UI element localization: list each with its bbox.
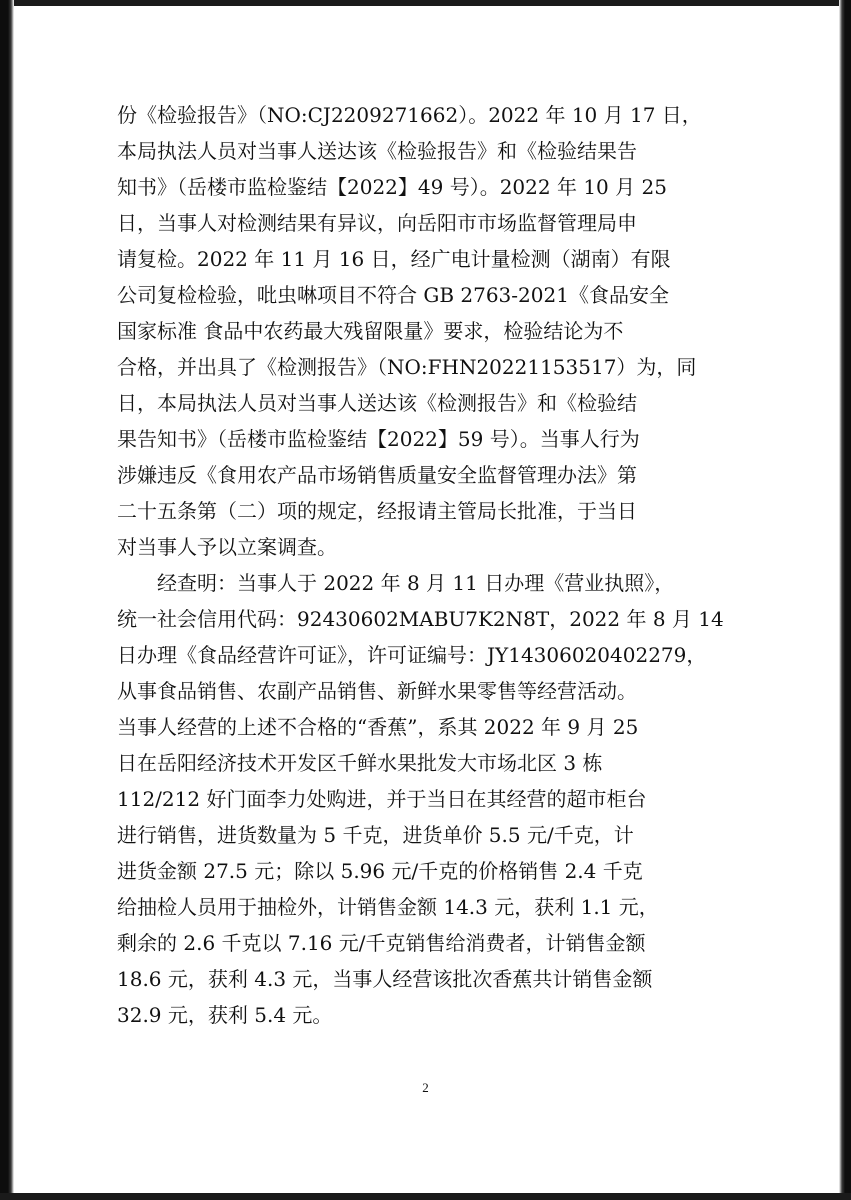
text-line: 本局执法人员对当事人送达该《检验报告》和《检验结果告	[117, 139, 637, 163]
text-line: 统一社会信用代码：92430602MABU7K2N8T，2022 年 8 月 14	[117, 607, 724, 631]
text-line: 给抽检人员用于抽检外，计销售金额 14.3 元，获利 1.1 元，	[117, 895, 659, 919]
text-line: 份《检验报告》（NO:CJ2209271662）。2022 年 10 月 17 日，	[117, 103, 702, 127]
text-line: 公司复检检验，吡虫啉项目不符合 GB 2763-2021《食品安全	[117, 283, 669, 307]
body-text	[117, 97, 724, 1033]
text-line: 日在岳阳经济技术开发区千鲜水果批发大市场北区 3 栋	[117, 751, 603, 775]
text-line: 合格，并出具了《检测报告》（NO:FHN20221153517）为，同	[117, 355, 697, 379]
text-line: 日，本局执法人员对当事人送达该《检测报告》和《检验结	[117, 391, 637, 415]
text-line: 涉嫌违反《食用农产品市场销售质量安全监督管理办法》第	[117, 463, 637, 487]
text-line: 112/212 好门面李力处购进，并于当日在其经营的超市柜台	[117, 787, 647, 811]
text-line: 进行销售，进货数量为 5 千克，进货单价 5.5 元/千克，计	[117, 823, 634, 847]
text-line: 18.6 元，获利 4.3 元，当事人经营该批次香蕉共计销售金额	[117, 967, 653, 991]
text-line: 二十五条第（二）项的规定，经报请主管局长批准，于当日	[117, 499, 637, 523]
text-line: 知书》（岳楼市监检鉴结【2022】49 号）。2022 年 10 月 25	[117, 175, 667, 199]
text-line: 剩余的 2.6 千克以 7.16 元/千克销售给消费者，计销售金额	[117, 931, 646, 955]
scan-border-top	[0, 0, 851, 6]
text-line: 日办理《食品经营许可证》，许可证编号：JY14306020402279，	[117, 643, 707, 667]
text-line: 进货金额 27.5 元；除以 5.96 元/千克的价格销售 2.4 千克	[117, 859, 643, 883]
text-line: 经查明：当事人于 2022 年 8 月 11 日办理《营业执照》，	[117, 571, 675, 595]
scan-border-bottom	[0, 1193, 851, 1200]
scan-border-right	[839, 0, 851, 1200]
text-line: 32.9 元，获利 5.4 元。	[117, 1003, 333, 1027]
text-line: 当事人经营的上述不合格的“香蕉”，系其 2022 年 9 月 25	[117, 715, 639, 739]
text-line: 从事食品销售、农副产品销售、新鲜水果零售等经营活动。	[117, 679, 637, 703]
text-line: 请复检。2022 年 11 月 16 日，经广电计量检测（湖南）有限	[117, 247, 671, 271]
text-line: 日，当事人对检测结果有异议，向岳阳市市场监督管理局申	[117, 211, 637, 235]
page-number: 2	[422, 1080, 429, 1095]
text-line: 对当事人予以立案调查。	[117, 535, 337, 559]
scan-border-left	[0, 0, 14, 1200]
text-line: 果告知书》（岳楼市监检鉴结【2022】59 号）。当事人行为	[117, 427, 640, 451]
text-line: 国家标准 食品中农药最大残留限量》要求，检验结论为不	[117, 319, 624, 343]
